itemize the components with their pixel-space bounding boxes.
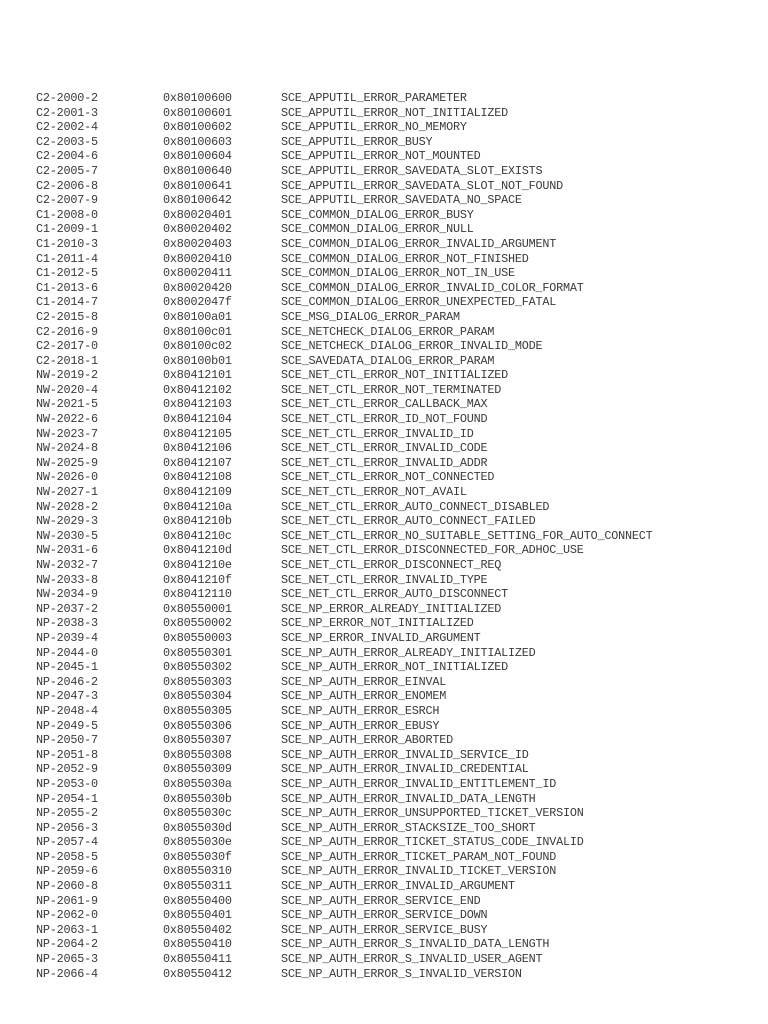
hex-value-cell: 0x80412110 xyxy=(163,587,232,602)
error-code-cell: NP-2065-3 xyxy=(36,952,98,967)
table-row xyxy=(36,675,652,690)
constant-name-cell: SCE_NP_ERROR_NOT_INITIALIZED xyxy=(281,616,474,631)
error-code-cell: NP-2037-2 xyxy=(36,601,98,616)
hex-value-cell: 0x80020410 xyxy=(163,251,232,266)
constant-name-cell: SCE_NP_AUTH_ERROR_TICKET_STATUS_CODE_INVALID xyxy=(281,835,584,850)
error-code-cell: NP-2049-5 xyxy=(36,718,98,733)
error-code-cell: C2-2018-1 xyxy=(36,353,98,368)
constant-name-cell: SCE_NET_CTL_ERROR_INVALID_ADDR xyxy=(281,455,488,470)
constant-name-cell: SCE_NP_AUTH_ERROR_S_INVALID_VERSION xyxy=(281,966,522,981)
error-code-cell: NP-2055-2 xyxy=(36,806,98,821)
table-row xyxy=(36,733,652,748)
constant-name-cell: SCE_NET_CTL_ERROR_NOT_INITIALIZED xyxy=(281,368,509,383)
table-row xyxy=(36,835,652,850)
error-code-cell: NP-2057-4 xyxy=(36,835,98,850)
error-code-cell: NP-2038-3 xyxy=(36,616,98,631)
error-code-cell: NP-2051-8 xyxy=(36,747,98,762)
constant-name-cell: SCE_NP_AUTH_ERROR_INVALID_CREDENTIAL xyxy=(281,762,529,777)
hex-value-cell: 0x80100a01 xyxy=(163,309,232,324)
hex-value-cell: 0x80100600 xyxy=(163,91,232,105)
hex-value-cell: 0x80412102 xyxy=(163,382,232,397)
hex-value-cell: 0x80020411 xyxy=(163,266,232,281)
error-code-cell: C2-2004-6 xyxy=(36,149,98,164)
table-row xyxy=(36,208,652,223)
error-code-cell: NP-2060-8 xyxy=(36,879,98,894)
error-code-cell: NP-2048-4 xyxy=(36,703,98,718)
error-code-cell: NW-2022-6 xyxy=(36,412,98,427)
table-row xyxy=(36,252,652,267)
table-row xyxy=(36,295,652,310)
hex-value-cell: 0x8002047f xyxy=(163,295,232,310)
constant-name-cell: SCE_NETCHECK_DIALOG_ERROR_INVALID_MODE xyxy=(281,339,543,354)
constant-name-cell: SCE_MSG_DIALOG_ERROR_PARAM xyxy=(281,309,460,324)
hex-value-cell: 0x80020401 xyxy=(163,207,232,222)
error-code-cell: NP-2046-2 xyxy=(36,674,98,689)
hex-value-cell: 0x8041210a xyxy=(163,499,232,514)
table-row xyxy=(36,894,652,909)
table-row xyxy=(36,412,652,427)
constant-name-cell: SCE_NP_AUTH_ERROR_EINVAL xyxy=(281,674,447,689)
hex-value-cell: 0x80412105 xyxy=(163,426,232,441)
constant-name-cell: SCE_NP_AUTH_ERROR_S_INVALID_USER_AGENT xyxy=(281,952,543,967)
error-code-cell: C1-2014-7 xyxy=(36,295,98,310)
error-code-cell: NW-2027-1 xyxy=(36,485,98,500)
error-code-cell: C2-2002-4 xyxy=(36,120,98,135)
constant-name-cell: SCE_NP_AUTH_ERROR_ESRCH xyxy=(281,703,440,718)
constant-name-cell: SCE_COMMON_DIALOG_ERROR_UNEXPECTED_FATAL xyxy=(281,295,557,310)
constant-name-cell: SCE_NET_CTL_ERROR_NOT_AVAIL xyxy=(281,485,467,500)
table-row xyxy=(36,850,652,865)
table-row xyxy=(36,952,652,967)
table-row xyxy=(36,266,652,281)
hex-value-cell: 0x80550305 xyxy=(163,703,232,718)
hex-value-cell: 0x80550304 xyxy=(163,689,232,704)
constant-name-cell: SCE_NET_CTL_ERROR_AUTO_CONNECT_DISABLED xyxy=(281,499,550,514)
error-code-cell: NP-2054-1 xyxy=(36,791,98,806)
table-row xyxy=(36,792,652,807)
error-code-cell: NW-2023-7 xyxy=(36,426,98,441)
error-code-cell: C2-2016-9 xyxy=(36,324,98,339)
hex-value-cell: 0x8055030e xyxy=(163,835,232,850)
constant-name-cell: SCE_APPUTIL_ERROR_NOT_MOUNTED xyxy=(281,149,481,164)
error-code-cell: C2-2005-7 xyxy=(36,163,98,178)
table-row xyxy=(36,237,652,252)
error-code-cell: NW-2020-4 xyxy=(36,382,98,397)
table-row xyxy=(36,310,652,325)
error-code-cell: NP-2050-7 xyxy=(36,733,98,748)
hex-value-cell: 0x80550309 xyxy=(163,762,232,777)
error-code-cell: NW-2028-2 xyxy=(36,499,98,514)
constant-name-cell: SCE_NP_AUTH_ERROR_ENOMEM xyxy=(281,689,447,704)
table-row xyxy=(36,354,652,369)
table-row xyxy=(36,821,652,836)
table-row xyxy=(36,135,652,150)
hex-value-cell: 0x80100603 xyxy=(163,134,232,149)
hex-value-cell: 0x80100641 xyxy=(163,178,232,193)
error-code-cell: NW-2033-8 xyxy=(36,572,98,587)
constant-name-cell: SCE_NP_AUTH_ERROR_EBUSY xyxy=(281,718,440,733)
constant-name-cell: SCE_NP_AUTH_ERROR_INVALID_TICKET_VERSION xyxy=(281,864,557,879)
constant-name-cell: SCE_COMMON_DIALOG_ERROR_NOT_FINISHED xyxy=(281,251,529,266)
error-code-cell: C2-2000-2 xyxy=(36,91,98,105)
error-code-cell: NP-2044-0 xyxy=(36,645,98,660)
table-row xyxy=(36,383,652,398)
error-code-cell: NP-2064-2 xyxy=(36,937,98,952)
constant-name-cell: SCE_APPUTIL_ERROR_SAVEDATA_NO_SPACE xyxy=(281,193,522,208)
constant-name-cell: SCE_NP_AUTH_ERROR_STACKSIZE_TOO_SHORT xyxy=(281,820,536,835)
table-row xyxy=(36,806,652,821)
constant-name-cell: SCE_NET_CTL_ERROR_CALLBACK_MAX xyxy=(281,397,488,412)
constant-name-cell: SCE_NET_CTL_ERROR_INVALID_TYPE xyxy=(281,572,488,587)
constant-name-cell: SCE_COMMON_DIALOG_ERROR_INVALID_ARGUMENT xyxy=(281,236,557,251)
table-row xyxy=(36,602,652,617)
table-row xyxy=(36,908,652,923)
constant-name-cell: SCE_NETCHECK_DIALOG_ERROR_PARAM xyxy=(281,324,495,339)
constant-name-cell: SCE_NET_CTL_ERROR_ID_NOT_FOUND xyxy=(281,412,488,427)
error-code-cell: NP-2066-4 xyxy=(36,966,98,981)
hex-value-cell: 0x80550302 xyxy=(163,660,232,675)
hex-value-cell: 0x80100b01 xyxy=(163,353,232,368)
hex-value-cell: 0x80550411 xyxy=(163,952,232,967)
table-row xyxy=(36,587,652,602)
hex-value-cell: 0x80020420 xyxy=(163,280,232,295)
constant-name-cell: SCE_NP_AUTH_ERROR_INVALID_ENTITLEMENT_ID xyxy=(281,776,557,791)
error-code-cell: NP-2052-9 xyxy=(36,762,98,777)
hex-value-cell: 0x80550400 xyxy=(163,893,232,908)
hex-value-cell: 0x80550001 xyxy=(163,601,232,616)
constant-name-cell: SCE_NET_CTL_ERROR_AUTO_DISCONNECT xyxy=(281,587,509,602)
hex-value-cell: 0x80550308 xyxy=(163,747,232,762)
constant-name-cell: SCE_NET_CTL_ERROR_NO_SUITABLE_SETTING_FOR_AUTO_CONNECT xyxy=(281,528,653,543)
table-row xyxy=(36,441,652,456)
constant-name-cell: SCE_NP_AUTH_ERROR_INVALID_DATA_LENGTH xyxy=(281,791,536,806)
hex-value-cell: 0x8041210f xyxy=(163,572,232,587)
error-code-cell: NP-2062-0 xyxy=(36,908,98,923)
table-row xyxy=(36,325,652,340)
hex-value-cell: 0x8041210b xyxy=(163,514,232,529)
constant-name-cell: SCE_NET_CTL_ERROR_DISCONNECT_REQ xyxy=(281,558,502,572)
hex-value-cell: 0x80550306 xyxy=(163,718,232,733)
hex-value-cell: 0x80100601 xyxy=(163,105,232,120)
table-row xyxy=(36,193,652,208)
table-row xyxy=(36,106,652,121)
hex-value-cell: 0x80550402 xyxy=(163,922,232,937)
constant-name-cell: SCE_NP_AUTH_ERROR_ALREADY_INITIALIZED xyxy=(281,645,536,660)
constant-name-cell: SCE_NP_AUTH_ERROR_S_INVALID_DATA_LENGTH xyxy=(281,937,550,952)
table-row xyxy=(36,762,652,777)
error-code-cell: NW-2021-5 xyxy=(36,397,98,412)
hex-value-cell: 0x8055030c xyxy=(163,806,232,821)
constant-name-cell: SCE_NET_CTL_ERROR_NOT_TERMINATED xyxy=(281,382,502,397)
hex-value-cell: 0x80550410 xyxy=(163,937,232,952)
table-row xyxy=(36,456,652,471)
error-code-cell: NP-2039-4 xyxy=(36,630,98,645)
error-code-cell: NP-2061-9 xyxy=(36,893,98,908)
error-code-cell: C1-2013-6 xyxy=(36,280,98,295)
constant-name-cell: SCE_APPUTIL_ERROR_SAVEDATA_SLOT_NOT_FOUND xyxy=(281,178,564,193)
table-row xyxy=(36,967,652,982)
table-row xyxy=(36,923,652,938)
error-code-cell: NW-2026-0 xyxy=(36,470,98,485)
table-row xyxy=(36,937,652,952)
hex-value-cell: 0x80100640 xyxy=(163,163,232,178)
error-code-cell: C1-2011-4 xyxy=(36,251,98,266)
constant-name-cell: SCE_COMMON_DIALOG_ERROR_INVALID_COLOR_FORMAT xyxy=(281,280,584,295)
error-code-cell: NW-2030-5 xyxy=(36,528,98,543)
hex-value-cell: 0x80412106 xyxy=(163,441,232,456)
error-code-cell: C2-2001-3 xyxy=(36,105,98,120)
table-row xyxy=(36,164,652,179)
table-row xyxy=(36,500,652,515)
constant-name-cell: SCE_NET_CTL_ERROR_DISCONNECTED_FOR_ADHOC_USE xyxy=(281,543,584,558)
table-row xyxy=(36,485,652,500)
table-row xyxy=(36,529,652,544)
error-code-cell: NP-2059-6 xyxy=(36,864,98,879)
hex-value-cell: 0x80412107 xyxy=(163,455,232,470)
constant-name-cell: SCE_APPUTIL_ERROR_SAVEDATA_SLOT_EXISTS xyxy=(281,163,543,178)
hex-value-cell: 0x80100c01 xyxy=(163,324,232,339)
error-code-cell: NP-2058-5 xyxy=(36,849,98,864)
table-row xyxy=(36,748,652,763)
hex-value-cell: 0x80550002 xyxy=(163,616,232,631)
constant-name-cell: SCE_NP_AUTH_ERROR_SERVICE_BUSY xyxy=(281,922,488,937)
hex-value-cell: 0x80020402 xyxy=(163,222,232,237)
hex-value-cell: 0x80412109 xyxy=(163,485,232,500)
hex-value-cell: 0x8055030f xyxy=(163,849,232,864)
error-code-cell: C2-2007-9 xyxy=(36,193,98,208)
error-code-cell: C1-2012-5 xyxy=(36,266,98,281)
constant-name-cell: SCE_COMMON_DIALOG_ERROR_BUSY xyxy=(281,207,474,222)
table-row xyxy=(36,222,652,237)
table-row xyxy=(36,514,652,529)
hex-value-cell: 0x80100642 xyxy=(163,193,232,208)
hex-value-cell: 0x8041210c xyxy=(163,528,232,543)
table-row xyxy=(36,179,652,194)
error-code-cell: C2-2017-0 xyxy=(36,339,98,354)
table-row xyxy=(36,719,652,734)
constant-name-cell: SCE_NP_AUTH_ERROR_TICKET_PARAM_NOT_FOUND xyxy=(281,849,557,864)
hex-value-cell: 0x80550310 xyxy=(163,864,232,879)
constant-name-cell: SCE_NET_CTL_ERROR_NOT_CONNECTED xyxy=(281,470,495,485)
constant-name-cell: SCE_COMMON_DIALOG_ERROR_NOT_IN_USE xyxy=(281,266,515,281)
error-code-cell: NP-2047-3 xyxy=(36,689,98,704)
error-code-cell: NW-2032-7 xyxy=(36,558,98,572)
hex-value-cell: 0x80020403 xyxy=(163,236,232,251)
table-row xyxy=(36,339,652,354)
table-row xyxy=(36,704,652,719)
table-row xyxy=(36,91,652,106)
hex-value-cell: 0x80550412 xyxy=(163,966,232,981)
constant-name-cell: SCE_NP_AUTH_ERROR_NOT_INITIALIZED xyxy=(281,660,509,675)
error-code-cell: NW-2031-6 xyxy=(36,543,98,558)
constant-name-cell: SCE_NP_AUTH_ERROR_SERVICE_DOWN xyxy=(281,908,488,923)
constant-name-cell: SCE_NP_AUTH_ERROR_ABORTED xyxy=(281,733,453,748)
error-code-table xyxy=(36,91,652,981)
table-row xyxy=(36,777,652,792)
constant-name-cell: SCE_NET_CTL_ERROR_INVALID_CODE xyxy=(281,441,488,456)
table-row xyxy=(36,660,652,675)
hex-value-cell: 0x8055030a xyxy=(163,776,232,791)
hex-value-cell: 0x80550303 xyxy=(163,674,232,689)
error-code-cell: C1-2008-0 xyxy=(36,207,98,222)
table-row xyxy=(36,120,652,135)
table-row xyxy=(36,573,652,588)
hex-value-cell: 0x8055030d xyxy=(163,820,232,835)
hex-value-cell: 0x80412101 xyxy=(163,368,232,383)
hex-value-cell: 0x8041210d xyxy=(163,543,232,558)
hex-value-cell: 0x80550307 xyxy=(163,733,232,748)
table-row xyxy=(36,864,652,879)
error-code-cell: NP-2056-3 xyxy=(36,820,98,835)
constant-name-cell: SCE_NP_AUTH_ERROR_INVALID_SERVICE_ID xyxy=(281,747,529,762)
hex-value-cell: 0x80412103 xyxy=(163,397,232,412)
hex-value-cell: 0x80412108 xyxy=(163,470,232,485)
error-code-cell: C2-2015-8 xyxy=(36,309,98,324)
table-row xyxy=(36,543,652,558)
hex-value-cell: 0x80100c02 xyxy=(163,339,232,354)
hex-value-cell: 0x80550401 xyxy=(163,908,232,923)
error-code-cell: NP-2053-0 xyxy=(36,776,98,791)
table-row xyxy=(36,368,652,383)
table-row xyxy=(36,149,652,164)
constant-name-cell: SCE_NP_AUTH_ERROR_SERVICE_END xyxy=(281,893,481,908)
constant-name-cell: SCE_NET_CTL_ERROR_AUTO_CONNECT_FAILED xyxy=(281,514,536,529)
error-code-cell: NP-2063-1 xyxy=(36,922,98,937)
constant-name-cell: SCE_SAVEDATA_DIALOG_ERROR_PARAM xyxy=(281,353,495,368)
hex-value-cell: 0x80550003 xyxy=(163,630,232,645)
hex-value-cell: 0x8055030b xyxy=(163,791,232,806)
error-code-cell: NW-2034-9 xyxy=(36,587,98,602)
constant-name-cell: SCE_NP_ERROR_INVALID_ARGUMENT xyxy=(281,630,481,645)
error-code-cell: C1-2009-1 xyxy=(36,222,98,237)
table-row xyxy=(36,689,652,704)
constant-name-cell: SCE_COMMON_DIALOG_ERROR_NULL xyxy=(281,222,474,237)
table-row xyxy=(36,427,652,442)
constant-name-cell: SCE_APPUTIL_ERROR_NO_MEMORY xyxy=(281,120,467,135)
error-code-cell: NW-2029-3 xyxy=(36,514,98,529)
hex-value-cell: 0x80100604 xyxy=(163,149,232,164)
error-code-cell: C1-2010-3 xyxy=(36,236,98,251)
error-code-cell: NW-2019-2 xyxy=(36,368,98,383)
table-row xyxy=(36,558,652,573)
constant-name-cell: SCE_NET_CTL_ERROR_INVALID_ID xyxy=(281,426,474,441)
table-row xyxy=(36,879,652,894)
table-row xyxy=(36,470,652,485)
error-code-cell: NW-2024-8 xyxy=(36,441,98,456)
error-code-cell: NP-2045-1 xyxy=(36,660,98,675)
error-code-cell: C2-2003-5 xyxy=(36,134,98,149)
constant-name-cell: SCE_NP_AUTH_ERROR_INVALID_ARGUMENT xyxy=(281,879,515,894)
table-row xyxy=(36,397,652,412)
constant-name-cell: SCE_NP_ERROR_ALREADY_INITIALIZED xyxy=(281,601,502,616)
constant-name-cell: SCE_APPUTIL_ERROR_NOT_INITIALIZED xyxy=(281,105,509,120)
constant-name-cell: SCE_NP_AUTH_ERROR_UNSUPPORTED_TICKET_VERSION xyxy=(281,806,584,821)
hex-value-cell: 0x80412104 xyxy=(163,412,232,427)
error-code-cell: NW-2025-9 xyxy=(36,455,98,470)
hex-value-cell: 0x80100602 xyxy=(163,120,232,135)
constant-name-cell: SCE_APPUTIL_ERROR_PARAMETER xyxy=(281,91,467,105)
hex-value-cell: 0x8041210e xyxy=(163,558,232,572)
error-code-cell: C2-2006-8 xyxy=(36,178,98,193)
constant-name-cell: SCE_APPUTIL_ERROR_BUSY xyxy=(281,134,433,149)
table-row xyxy=(36,631,652,646)
table-row xyxy=(36,646,652,661)
hex-value-cell: 0x80550311 xyxy=(163,879,232,894)
table-row xyxy=(36,281,652,296)
hex-value-cell: 0x80550301 xyxy=(163,645,232,660)
table-row xyxy=(36,616,652,631)
